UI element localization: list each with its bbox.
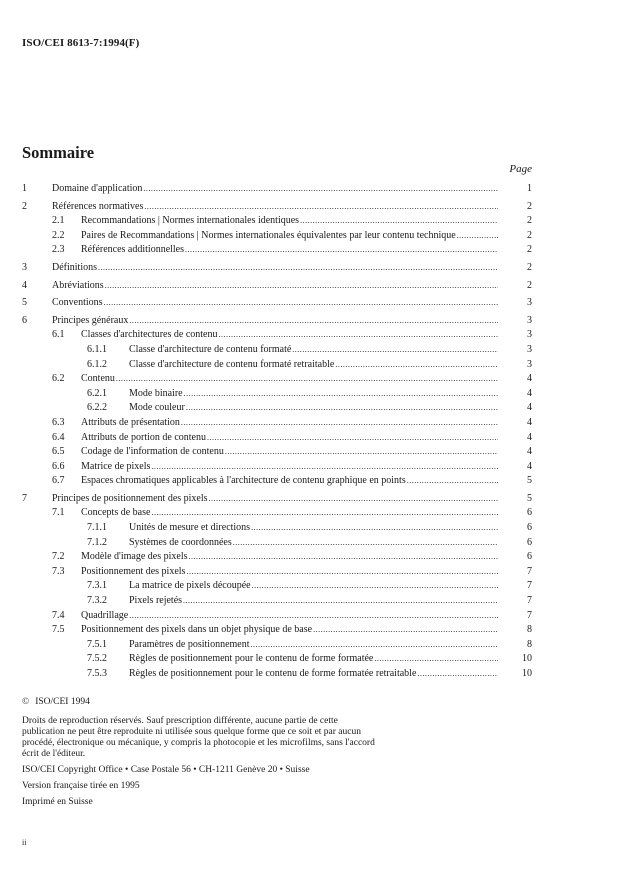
toc-entry-title-wrap bbox=[52, 296, 498, 311]
table-of-contents bbox=[0, 179, 622, 682]
toc-leader-dots bbox=[335, 358, 498, 373]
toc-entry-title: Références additionnelles bbox=[81, 244, 185, 256]
toc-entry-page: 2 bbox=[527, 215, 532, 227]
toc-entry-number: 7.1.2 bbox=[87, 536, 107, 548]
toc-entry-title: Quadrillage bbox=[81, 609, 129, 621]
toc-entry-number: 5 bbox=[22, 297, 27, 309]
toc-entry bbox=[0, 261, 622, 276]
toc-entry bbox=[0, 314, 622, 329]
toc-entry-page: 3 bbox=[527, 297, 532, 309]
toc-entry-page: 7 bbox=[527, 609, 532, 621]
toc-entry-number: 6.1.2 bbox=[87, 358, 107, 370]
toc-leader-dots bbox=[186, 401, 498, 416]
toc-entry-page: 5 bbox=[527, 475, 532, 487]
copyright-office: ISO/CEI Copyright Office • Case Postale 56 • CH-1211 Genève 20 • Suisse bbox=[22, 765, 310, 775]
toc-entry-title: Concepts de base bbox=[81, 507, 151, 519]
toc-entry-page: 4 bbox=[527, 416, 532, 428]
toc-leader-dots bbox=[218, 328, 498, 343]
toc-entry-number: 7.1.1 bbox=[87, 522, 107, 534]
toc-entry-page: 2 bbox=[527, 261, 532, 273]
toc-leader-dots bbox=[129, 314, 498, 329]
toc-entry-page: 4 bbox=[527, 373, 532, 385]
toc-entry-number: 6.2 bbox=[52, 373, 65, 385]
toc-leader-dots bbox=[251, 521, 498, 536]
toc-entry-title-wrap bbox=[129, 594, 498, 609]
toc-entry-title: La matrice de pixels découpée bbox=[129, 580, 251, 592]
page-column-label: Page bbox=[509, 163, 532, 175]
toc-entry bbox=[0, 416, 622, 431]
toc-leader-dots bbox=[407, 474, 498, 489]
toc-entry-page: 2 bbox=[527, 229, 532, 241]
toc-entry-title-wrap bbox=[81, 372, 498, 387]
toc-leader-dots bbox=[98, 261, 498, 276]
toc-leader-dots bbox=[189, 550, 499, 565]
toc-leader-dots bbox=[225, 445, 498, 460]
toc-leader-dots bbox=[374, 652, 498, 667]
toc-entry bbox=[0, 474, 622, 489]
toc-entry-title-wrap bbox=[81, 416, 498, 431]
toc-entry-page: 7 bbox=[527, 580, 532, 592]
toc-entry bbox=[0, 609, 622, 624]
toc-entry-number: 6.6 bbox=[52, 460, 65, 472]
toc-leader-dots bbox=[186, 565, 498, 580]
toc-leader-dots bbox=[105, 279, 498, 294]
toc-entry-number: 6.4 bbox=[52, 431, 65, 443]
toc-entry-page: 4 bbox=[527, 387, 532, 399]
toc-entry-title: Systèmes de coordonnées bbox=[129, 536, 232, 548]
toc-entry-title-wrap bbox=[81, 445, 498, 460]
toc-entry-title: Mode binaire bbox=[129, 387, 183, 399]
toc-entry-title-wrap bbox=[81, 243, 498, 258]
toc-entry bbox=[0, 638, 622, 653]
toc-entry bbox=[0, 343, 622, 358]
toc-entry-page: 3 bbox=[527, 314, 532, 326]
toc-entry bbox=[0, 431, 622, 446]
toc-entry-page: 3 bbox=[527, 358, 532, 370]
toc-entry-number: 6.2.2 bbox=[87, 402, 107, 414]
toc-entry bbox=[0, 214, 622, 229]
toc-entry-title-wrap bbox=[52, 279, 498, 294]
toc-entry bbox=[0, 182, 622, 197]
toc-entry-page: 4 bbox=[527, 431, 532, 443]
toc-leader-dots bbox=[252, 579, 498, 594]
toc-entry-page: 7 bbox=[527, 595, 532, 607]
toc-entry-number: 6.1.1 bbox=[87, 343, 107, 355]
copyright-holder: ISO/CEI 1994 bbox=[35, 697, 90, 707]
page-title: Sommaire bbox=[22, 143, 95, 162]
toc-entry bbox=[0, 229, 622, 244]
toc-entry-page: 8 bbox=[527, 638, 532, 650]
toc-leader-dots bbox=[143, 182, 498, 197]
toc-entry-page: 2 bbox=[527, 279, 532, 291]
toc-leader-dots bbox=[184, 387, 498, 402]
toc-entry-title: Modèle d'image des pixels bbox=[81, 551, 188, 563]
toc-entry-title: Attributs de présentation bbox=[81, 416, 180, 428]
toc-entry-page: 4 bbox=[527, 402, 532, 414]
toc-entry bbox=[0, 387, 622, 402]
toc-entry-page: 10 bbox=[522, 668, 532, 679]
toc-entry-number: 7.3.2 bbox=[87, 595, 107, 607]
toc-entry bbox=[0, 372, 622, 387]
toc-leader-dots bbox=[151, 506, 498, 521]
toc-entry bbox=[0, 652, 622, 667]
toc-entry-page: 4 bbox=[527, 460, 532, 472]
toc-entry-title: Règles de positionnement pour le contenu de forme formatée bbox=[129, 653, 374, 665]
toc-entry bbox=[0, 200, 622, 215]
toc-leader-dots bbox=[185, 243, 498, 258]
toc-entry-number: 6.5 bbox=[52, 446, 65, 458]
toc-entry bbox=[0, 279, 622, 294]
toc-entry-number: 1 bbox=[22, 183, 27, 194]
toc-entry-title-wrap bbox=[129, 358, 498, 373]
toc-entry-title: Paramètres de positionnement bbox=[129, 638, 250, 650]
toc-entry-title-wrap bbox=[129, 387, 498, 402]
toc-entry-title-wrap bbox=[129, 401, 498, 416]
toc-entry bbox=[0, 667, 622, 682]
toc-entry-title-wrap bbox=[129, 536, 498, 551]
toc-entry-page: 5 bbox=[527, 492, 532, 504]
toc-entry-title: Pixels rejetés bbox=[129, 595, 183, 607]
toc-entry-title: Abréviations bbox=[52, 279, 104, 291]
toc-entry-title: Classe d'architecture de contenu formaté bbox=[129, 343, 292, 355]
toc-entry-number: 6.1 bbox=[52, 329, 65, 341]
toc-entry-number: 3 bbox=[22, 261, 27, 273]
toc-entry-title: Définitions bbox=[52, 261, 97, 273]
toc-entry-number: 7 bbox=[22, 492, 27, 504]
toc-entry-title: Principes généraux bbox=[52, 314, 129, 326]
toc-entry-number: 6.3 bbox=[52, 416, 65, 428]
toc-entry-number: 7.5 bbox=[52, 624, 65, 636]
toc-entry-title: Unités de mesure et directions bbox=[129, 522, 251, 534]
toc-entry bbox=[0, 550, 622, 565]
toc-entry-title: Classe d'architecture de contenu formaté retraitable bbox=[129, 358, 335, 370]
copyright-line bbox=[22, 697, 382, 708]
toc-entry-number: 7.3.1 bbox=[87, 580, 107, 592]
toc-leader-dots bbox=[251, 638, 498, 653]
toc-entry-page: 2 bbox=[527, 200, 532, 212]
toc-entry-title-wrap bbox=[81, 623, 498, 638]
toc-entry-page: 7 bbox=[527, 565, 532, 577]
toc-entry-number: 7.5.2 bbox=[87, 653, 107, 665]
toc-entry-page: 6 bbox=[527, 522, 532, 534]
toc-entry-title: Espaces chromatiques applicables à l'architecture de contenu graphique en points bbox=[81, 475, 406, 487]
toc-entry bbox=[0, 492, 622, 507]
toc-entry-title-wrap bbox=[81, 328, 498, 343]
toc-entry-title: Règles de positionnement pour le contenu de forme formatée retraitable bbox=[129, 668, 417, 679]
toc-entry bbox=[0, 623, 622, 638]
toc-leader-dots bbox=[129, 609, 498, 624]
toc-entry bbox=[0, 243, 622, 258]
toc-leader-dots bbox=[151, 460, 498, 475]
toc-entry-title: Recommandations | Normes internationales identiques bbox=[81, 215, 300, 227]
toc-entry-title-wrap bbox=[52, 492, 498, 507]
toc-entry-page: 6 bbox=[527, 536, 532, 548]
toc-entry-number: 2.1 bbox=[52, 215, 65, 227]
toc-entry bbox=[0, 506, 622, 521]
toc-entry-page: 3 bbox=[527, 329, 532, 341]
toc-entry-title: Mode couleur bbox=[129, 402, 185, 414]
toc-entry-number: 6.7 bbox=[52, 475, 65, 487]
toc-leader-dots bbox=[104, 296, 498, 311]
toc-leader-dots bbox=[181, 416, 498, 431]
toc-leader-dots bbox=[313, 623, 498, 638]
toc-entry bbox=[0, 536, 622, 551]
toc-entry-title-wrap bbox=[81, 431, 498, 446]
toc-entry-page: 6 bbox=[527, 507, 532, 519]
toc-leader-dots bbox=[417, 667, 498, 682]
toc-entry bbox=[0, 358, 622, 373]
toc-entry-page: 2 bbox=[527, 244, 532, 256]
toc-entry-title-wrap bbox=[129, 521, 498, 536]
toc-entry bbox=[0, 565, 622, 580]
toc-entry bbox=[0, 401, 622, 416]
rights-statement: Droits de reproduction réservés. Sauf prescription différente, aucune partie de cette publication ne peut être reproduite ni utilisée sous quelque forme que ce soit et par aucun procédé, électronique ou mécanique, y compris la photocopie et les microfilms, sans l'accord écrit de l'éditeur. bbox=[22, 716, 375, 759]
toc-entry-page: 8 bbox=[527, 624, 532, 636]
toc-entry-number: 2.2 bbox=[52, 229, 65, 241]
version-note: Version française tirée en 1995 bbox=[22, 781, 140, 791]
toc-entry bbox=[0, 296, 622, 311]
toc-entry-page: 10 bbox=[522, 653, 532, 665]
copyright-symbol: © bbox=[22, 697, 30, 707]
toc-entry-title-wrap bbox=[81, 609, 498, 624]
toc-entry-title-wrap bbox=[81, 550, 498, 565]
toc-entry-title-wrap bbox=[129, 667, 498, 682]
toc-entry bbox=[0, 460, 622, 475]
toc-leader-dots bbox=[207, 431, 498, 446]
toc-entry-title-wrap bbox=[81, 214, 498, 229]
toc-entry-title-wrap bbox=[129, 638, 498, 653]
printed-note: Imprimé en Suisse bbox=[22, 797, 93, 807]
toc-entry-title: Positionnement des pixels dans un objet physique de base bbox=[81, 624, 313, 636]
toc-entry bbox=[0, 579, 622, 594]
toc-entry-number: 7.5.3 bbox=[87, 668, 107, 679]
toc-entry-number: 7.2 bbox=[52, 551, 65, 563]
page-folio: ii bbox=[22, 838, 27, 847]
toc-entry-title-wrap bbox=[129, 579, 498, 594]
toc-entry-title: Contenu bbox=[81, 373, 115, 385]
toc-entry-number: 6.2.1 bbox=[87, 387, 107, 399]
toc-entry-title-wrap bbox=[129, 343, 498, 358]
toc-entry-title-wrap bbox=[81, 506, 498, 521]
toc-entry-title: Attributs de portion de contenu bbox=[81, 431, 206, 443]
toc-leader-dots bbox=[116, 372, 498, 387]
toc-entry-number: 2 bbox=[22, 200, 27, 212]
toc-entry-title: Principes de positionnement des pixels bbox=[52, 492, 208, 504]
toc-entry-number: 4 bbox=[22, 279, 27, 291]
toc-entry-page: 4 bbox=[527, 446, 532, 458]
toc-entry-title-wrap bbox=[52, 314, 498, 329]
toc-leader-dots bbox=[300, 214, 498, 229]
toc-entry-number: 7.1 bbox=[52, 507, 65, 519]
document-id: ISO/CEI 8613-7:1994(F) bbox=[22, 37, 140, 49]
toc-entry bbox=[0, 445, 622, 460]
toc-entry-title-wrap bbox=[52, 261, 498, 276]
toc-entry-page: 6 bbox=[527, 551, 532, 563]
toc-entry bbox=[0, 328, 622, 343]
toc-entry-title: Conventions bbox=[52, 297, 103, 309]
toc-entry-number: 6 bbox=[22, 314, 27, 326]
toc-leader-dots bbox=[144, 200, 498, 215]
toc-entry-page: 3 bbox=[527, 343, 532, 355]
toc-leader-dots bbox=[183, 594, 498, 609]
toc-entry-number: 7.5.1 bbox=[87, 638, 107, 650]
toc-entry-title-wrap bbox=[129, 652, 498, 667]
toc-entry-title: Classes d'architectures de contenu bbox=[81, 329, 218, 341]
toc-entry-title: Matrice de pixels bbox=[81, 460, 151, 472]
toc-leader-dots bbox=[233, 536, 498, 551]
toc-entry-number: 7.3 bbox=[52, 565, 65, 577]
toc-entry-number: 7.4 bbox=[52, 609, 65, 621]
toc-leader-dots bbox=[209, 492, 498, 507]
toc-entry-title-wrap bbox=[81, 229, 498, 244]
toc-entry bbox=[0, 594, 622, 609]
toc-entry-title-wrap bbox=[81, 565, 498, 580]
copyright-block bbox=[22, 697, 382, 808]
toc-entry-page: 1 bbox=[527, 183, 532, 194]
toc-entry-title: Références normatives bbox=[52, 200, 144, 212]
toc-entry-title: Paires de Recommandations | Normes internationales équivalentes par leur contenu technique bbox=[81, 229, 456, 241]
toc-entry-title-wrap bbox=[81, 474, 498, 489]
toc-entry bbox=[0, 521, 622, 536]
toc-leader-dots bbox=[457, 229, 498, 244]
toc-entry-title-wrap bbox=[81, 460, 498, 475]
toc-entry-title: Codage de l'information de contenu bbox=[81, 446, 224, 458]
toc-leader-dots bbox=[292, 343, 498, 358]
toc-entry-title-wrap bbox=[52, 200, 498, 215]
toc-entry-number: 2.3 bbox=[52, 244, 65, 256]
toc-entry-title-wrap bbox=[52, 182, 498, 197]
toc-entry-title: Domaine d'application bbox=[52, 183, 143, 194]
toc-entry-title: Positionnement des pixels bbox=[81, 565, 186, 577]
